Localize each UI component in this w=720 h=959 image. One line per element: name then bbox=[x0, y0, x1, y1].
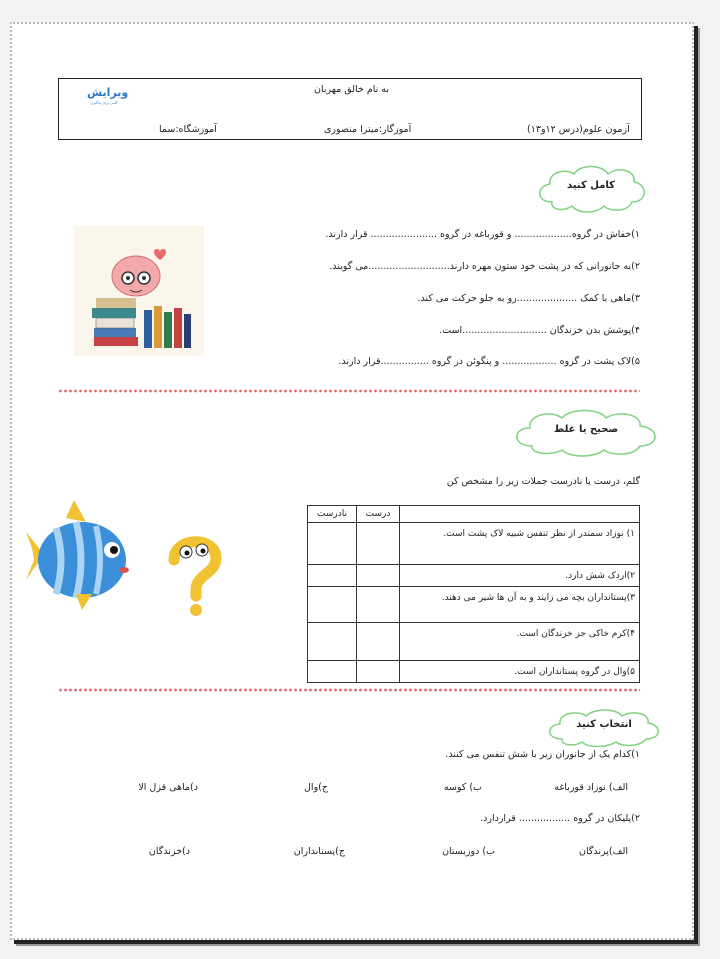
q2-option-b[interactable]: ب) دوزیستان bbox=[442, 846, 495, 857]
false-answer-cell[interactable] bbox=[308, 661, 357, 683]
q2-option-d[interactable]: د)خزندگان bbox=[148, 846, 190, 857]
false-answer-cell[interactable] bbox=[308, 523, 357, 565]
tf-statement-3: ۳)پستانداران بچه می زایند و به آن ها شیر می دهند. bbox=[400, 587, 640, 623]
table-row bbox=[308, 661, 640, 683]
exam-title: آزمون علوم(درس ۱۲و۱۳) bbox=[527, 124, 630, 135]
true-answer-cell[interactable] bbox=[357, 587, 400, 623]
q1-option-b[interactable]: ب) کوسه bbox=[443, 782, 482, 793]
section-divider-1 bbox=[58, 389, 640, 393]
tf-statement-2: ۲)اردک شش دارد. bbox=[400, 565, 640, 587]
tf-statement-4: ۴)کرم خاکی جز خزندگان است. bbox=[400, 623, 640, 661]
fill-item-2: ۲)به جانورانی که در پشت خود ستون مهره دارند...........................می گویند. bbox=[329, 261, 640, 272]
section2-cloud bbox=[508, 406, 664, 458]
fill-item-5: ۵)لاک پشت در گروه .................. و پنگوئن در گروه ................قرار دارند. bbox=[338, 356, 640, 367]
tf-instruction: گلم، درست یا نادرست جملات زیر را مشخص کن bbox=[446, 476, 640, 487]
tf-statement-5: ۵)وال در گروه پستانداران است. bbox=[400, 661, 640, 683]
logo-subtext: گامی برای یادگیری bbox=[90, 101, 118, 105]
section3-cloud bbox=[544, 707, 664, 747]
fish-illustration bbox=[26, 498, 136, 613]
section-divider-2 bbox=[58, 688, 640, 692]
table-row bbox=[308, 565, 640, 587]
true-answer-cell[interactable] bbox=[357, 565, 400, 587]
section1-title: کامل کنید bbox=[567, 180, 615, 191]
mc-question-1: ۱)کدام یک از جانوران زیر با شش تنفس می کنند. bbox=[445, 749, 640, 760]
column-false-header: نادرست bbox=[308, 506, 357, 523]
false-answer-cell[interactable] bbox=[308, 565, 357, 587]
fill-item-1: ۱)خفاش در گروه................... و قورباغه در گروه ...................... قرار دارند. bbox=[325, 229, 640, 240]
school-name: آموزشگاه:سما bbox=[159, 124, 217, 135]
q2-option-c[interactable]: ج)پستانداران bbox=[293, 846, 345, 857]
header-title: به نام خالق مهربان bbox=[314, 84, 390, 95]
table-header-row bbox=[308, 506, 640, 523]
question-mark-illustration bbox=[160, 530, 230, 620]
table-header-question bbox=[400, 506, 640, 523]
table-row bbox=[308, 623, 640, 661]
false-answer-cell[interactable] bbox=[308, 587, 357, 623]
false-answer-cell[interactable] bbox=[308, 623, 357, 661]
true-answer-cell[interactable] bbox=[357, 661, 400, 683]
brain-books-illustration bbox=[74, 226, 204, 356]
table-row bbox=[308, 587, 640, 623]
school-logo bbox=[87, 85, 129, 119]
table-row bbox=[308, 523, 640, 565]
tf-statement-1: ۱) نوزاد سمندر از نظر تنفس شبیه لاک پشت است. bbox=[400, 523, 640, 565]
logo-text: ویرایش bbox=[87, 86, 129, 99]
column-true-header: درست bbox=[357, 506, 400, 523]
q2-option-a[interactable]: الف)پرندگان bbox=[579, 846, 628, 857]
true-answer-cell[interactable] bbox=[357, 623, 400, 661]
q1-option-c[interactable]: ج)وال bbox=[304, 782, 328, 793]
true-false-table bbox=[307, 505, 640, 683]
section2-title: صحیح یا غلط bbox=[553, 424, 619, 435]
fill-item-3: ۳)ماهی با کمک ....................رو به جلو حرکت می کند. bbox=[417, 293, 640, 304]
q1-option-a[interactable]: الف) نوزاد قورباغه bbox=[554, 782, 628, 793]
teacher-name: آموزگار:میترا منصوری bbox=[324, 124, 412, 135]
fill-item-4: ۴)پوشش بدن خزندگان ............................است. bbox=[439, 325, 640, 336]
section1-cloud bbox=[532, 162, 650, 214]
mc-question-2: ۲)پلیکان در گروه ................. قراردارد. bbox=[480, 813, 640, 824]
exam-header bbox=[58, 78, 642, 140]
q1-option-d[interactable]: د)ماهی قزل الا bbox=[138, 782, 198, 793]
section3-title: انتخاب کنید bbox=[576, 719, 632, 730]
true-answer-cell[interactable] bbox=[357, 523, 400, 565]
